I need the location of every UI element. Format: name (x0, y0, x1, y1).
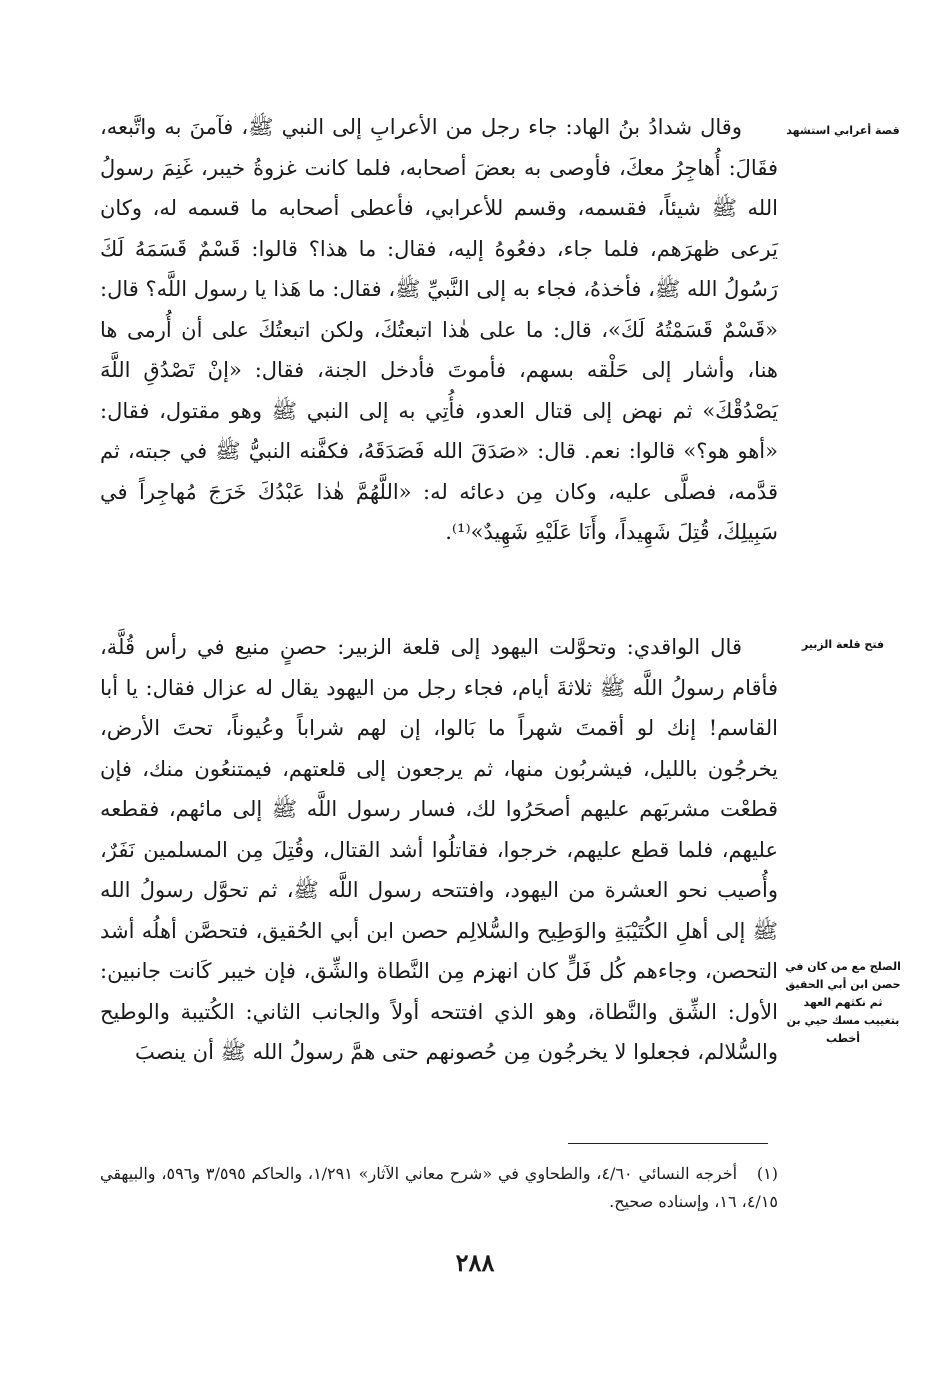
margin-note-peace-ibn-abi-huqaiq: الصلح مع من كان في حصن ابن أبي الحقيق ثم نكثهم العهد بتغييب مسك حيي بن أخطب (785, 960, 901, 1045)
footnote-marker: (١) (756, 1164, 779, 1183)
paragraph-text: قال الواقدي: وتحوَّلت اليهود إلى قلعة الزبير: حصنٍ منيع في رأس قُلَّة، فأقام رسولُ اللَّه ﷺ ثلاثةَ أيام، فجاء رجل من اليهود يقال له عزال فقال: يا أبا القاسم! إنك لو أقمتَ شهراً ما بَالوا، إن لهم شراباً وعُيوناً، تحتَ الأرض، يخرجُون بالليل، فيشربُون منها، ثم يرجعون إلى قلعتهم، فيمتنعُون منك، فإن قطعْت مشربَهم عليهم أصحَرُوا لك، فسار رسول اللَّه ﷺ إلى مائهم، فقطعه عليهم، فلما قطع عليهم، خرجوا، فقاتلُوا أشد القتال، وقُتِلَ مِن المسلمين نَفَرٌ، وأُصيب نحو العشرة من اليهود، وافتتحه رسول اللَّه ﷺ، ثم تحوَّل رسولُ الله ﷺ إلى أهلِ الكُتَيْبَةِ والوَطِيح والسُّلالِم حصن ابن أبي الحُقيق، فتحصَّن أهلُه أشد التحصن، وجاءهم كُل فَلٍّ كان انهزم مِن النَّطاة والشِّق، فإن خيبر كَانت جانبين: الأول: الشِّق والنَّطاة، وهو الذي افتتحه أولاً والجانب الثاني: الكُتيبة والوطيح والسُّلالم، فجعلوا لا يخرجُون مِن حُصونهم حتى همَّ رسولُ الله ﷺ أن ينصبَ (100, 635, 778, 1064)
paragraph-zubair-fort (100, 627, 778, 1073)
margin-note-zubair-fort: فتح قلعة الزبير (801, 638, 885, 651)
page-number: ٢٨٨ (455, 1248, 495, 1277)
footnote (100, 1160, 778, 1216)
footnote-text: أخرجه النسائي ٤/٦٠، والطحاوي في «شرح معاني الآثار» ١/٢٩١، والحاكم ٣/٥٩٥ و٥٩٦، والبيهقي ٤/١٥، ١٦، وإسناده صحيح. (100, 1164, 778, 1211)
paragraph-text: وقال شدادُ بنُ الهاد: جاء رجل من الأعرابِ إلى النبي ﷺ، فآمنَ به واتَّبعه، فقَالَ: أُهاجِرُ معكَ، فأوصى به بعضَ أصحابه، فلما كانت غزوةُ خيبر، غَنِمَ رسولُ الله ﷺ شيئاً، فقسمه، وقسم للأعرابي، فأعطى أصحابه ما قسمه له، وكان يَرعى ظهرَهم، فلما جاء، دفعُوهُ إليه، فقال: ما هذا؟ قالوا: قَسْمٌ قَسَمَهُ لَكَ رَسُولُ الله ﷺ، فأخذهُ، فجاء به إلى النَّبيِّ ﷺ، فقال: ما هَذا يا رسول اللَّه؟ قال: «قَسْمٌ قَسَمْتُهُ لَكَ»، قال: ما على هٰذا اتبعتُكَ، ولكن اتبعتُكَ على أن أُرمى ها هنا، وأشار إلى حَلْقه بسهم، فأموتَ فأدخل الجنة، فقال: «إنْ تَصْدُقِ اللَّهَ يَصْدُقْكَ» ثم نهض إلى قتال العدو، فأُتِي به إلى النبي ﷺ وهو مقتول، فقال: «أهو هو؟» قالوا: نعم. قال: «صَدَقَ الله فَصَدَقَهُ، فكفَّنه النبيُّ ﷺ في جبته، ثم قدَّمه، فصلَّى عليه، وكان مِن دعائه له: «اللَّهُمَّ هٰذا عَبْدُكَ خَرَجَ مُهاجِراً في سَبِيلِكَ، قُتِلَ شَهِيداً، وأَنَا عَلَيْهِ شَهِيدٌ»⁽¹⁾. (100, 115, 778, 544)
footnote-divider (568, 1143, 768, 1144)
paragraph-bedouin-story (100, 107, 778, 553)
margin-note-bedouin-martyr: قصة أعرابي استشهد (786, 124, 900, 137)
